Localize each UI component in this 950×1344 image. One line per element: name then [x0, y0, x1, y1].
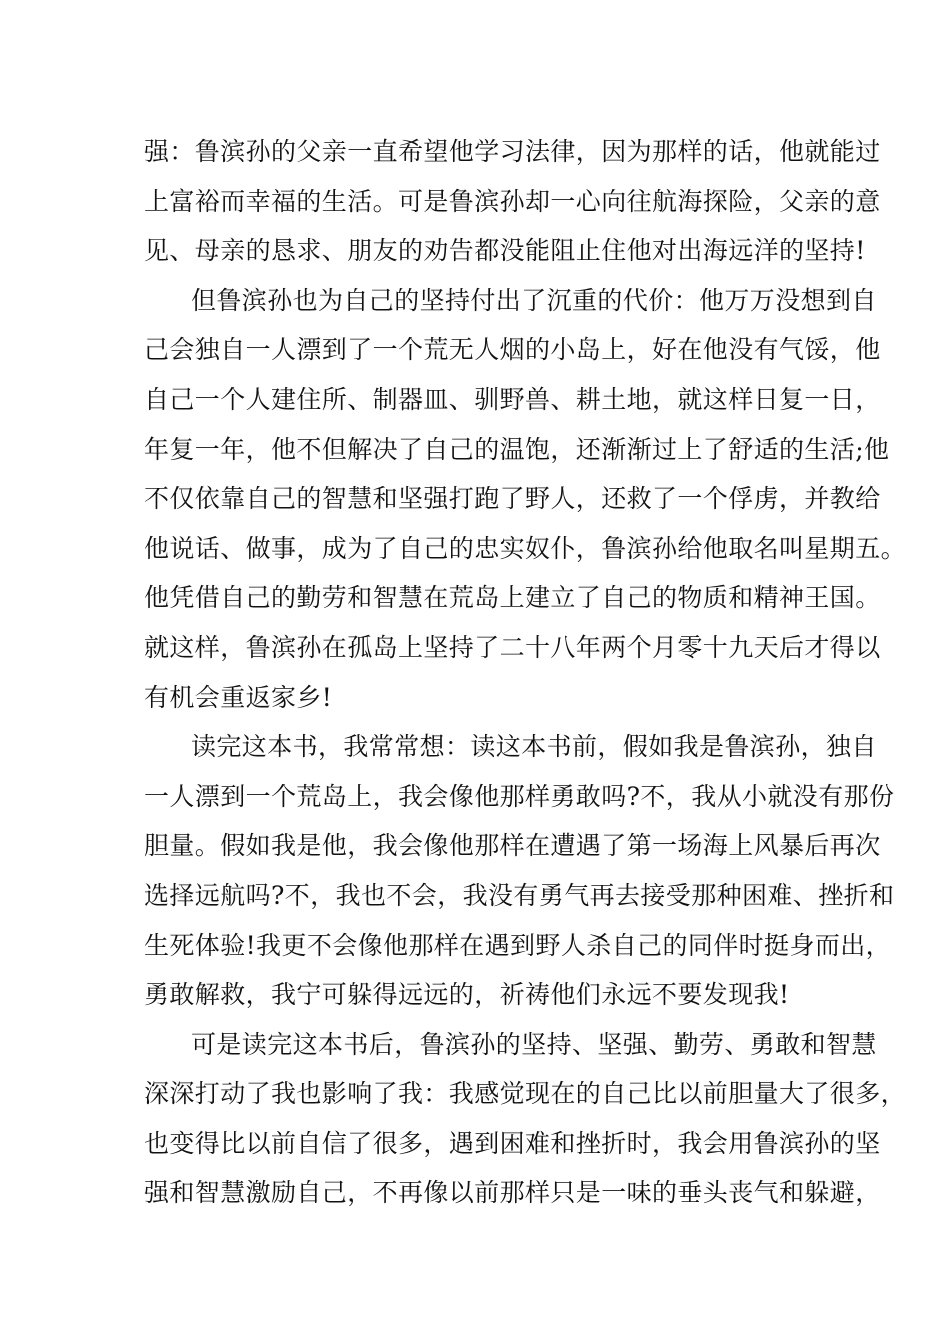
text-line: 己会独自一人漂到了一个荒无人烟的小岛上，好在他没有气馁，他: [144, 335, 881, 365]
text-line: 强：鲁滨孙的父亲一直希望他学习法律，因为那样的话，他就能过: [144, 137, 881, 166]
text-line: 他凭借自己的勤劳和智慧在荒岛上建立了自己的物质和精神王国。: [144, 583, 881, 613]
text-line: 见、母亲的恳求、朋友的劝告都没能阻止住他对出海远洋的坚持!: [144, 236, 866, 266]
text-line: 上富裕而幸福的生活。可是鲁滨孙却一心向往航海探险，父亲的意: [144, 186, 881, 216]
text-line: 勇敢解救，我宁可躲得远远的，祈祷他们永远不要发现我!: [144, 980, 790, 1010]
text-line: 有机会重返家乡!: [144, 682, 333, 712]
paragraph-first-line: 可是读完这本书后，鲁滨孙的坚持、坚强、勤劳、勇敢和智慧: [191, 1029, 877, 1059]
text-line: 深深打动了我也影响了我：我感觉现在的自己比以前胆量大了很多，: [144, 1079, 907, 1109]
text-line: 强和智慧激励自己，不再像以前那样只是一味的垂头丧气和躲避，: [144, 1178, 881, 1208]
paragraph-first-line: 读完这本书，我常常想：读这本书前，假如我是鲁滨孙，独自: [191, 732, 877, 762]
text-line: 自己一个人建住所、制器皿、驯野兽、耕土地，就这样日复一日，: [144, 384, 881, 414]
text-line: 生死体验!我更不会像他那样在遇到野人杀自己的同伴时挺身而出，: [144, 930, 892, 960]
text-line: 胆量。假如我是他，我会像他那样在遭遇了第一场海上风暴后再次: [144, 831, 881, 861]
text-line: 他说话、做事，成为了自己的忠实奴仆，鲁滨孙给他取名叫星期五。: [144, 533, 907, 563]
text-line: 选择远航吗?不，我也不会，我没有勇气再去接受那种困难、挫折和: [144, 880, 895, 910]
text-line: 也变得比以前自信了很多，遇到困难和挫折时，我会用鲁滨孙的坚: [144, 1128, 881, 1158]
text-line: 不仅依靠自己的智慧和坚强打跑了野人，还救了一个俘虏，并教给: [144, 484, 881, 514]
text-line: 就这样，鲁滨孙在孤岛上坚持了二十八年两个月零十九天后才得以: [144, 632, 881, 662]
text-line: 年复一年，他不但解决了自己的温饱，还渐渐过上了舒适的生活;他: [144, 434, 890, 464]
document-body: [144, 127, 907, 1218]
paragraph-first-line: 但鲁滨孙也为自己的坚持付出了沉重的代价：他万万没想到自: [191, 285, 877, 315]
text-line: 一人漂到一个荒岛上，我会像他那样勇敢吗?不，我从小就没有那份: [144, 781, 895, 811]
